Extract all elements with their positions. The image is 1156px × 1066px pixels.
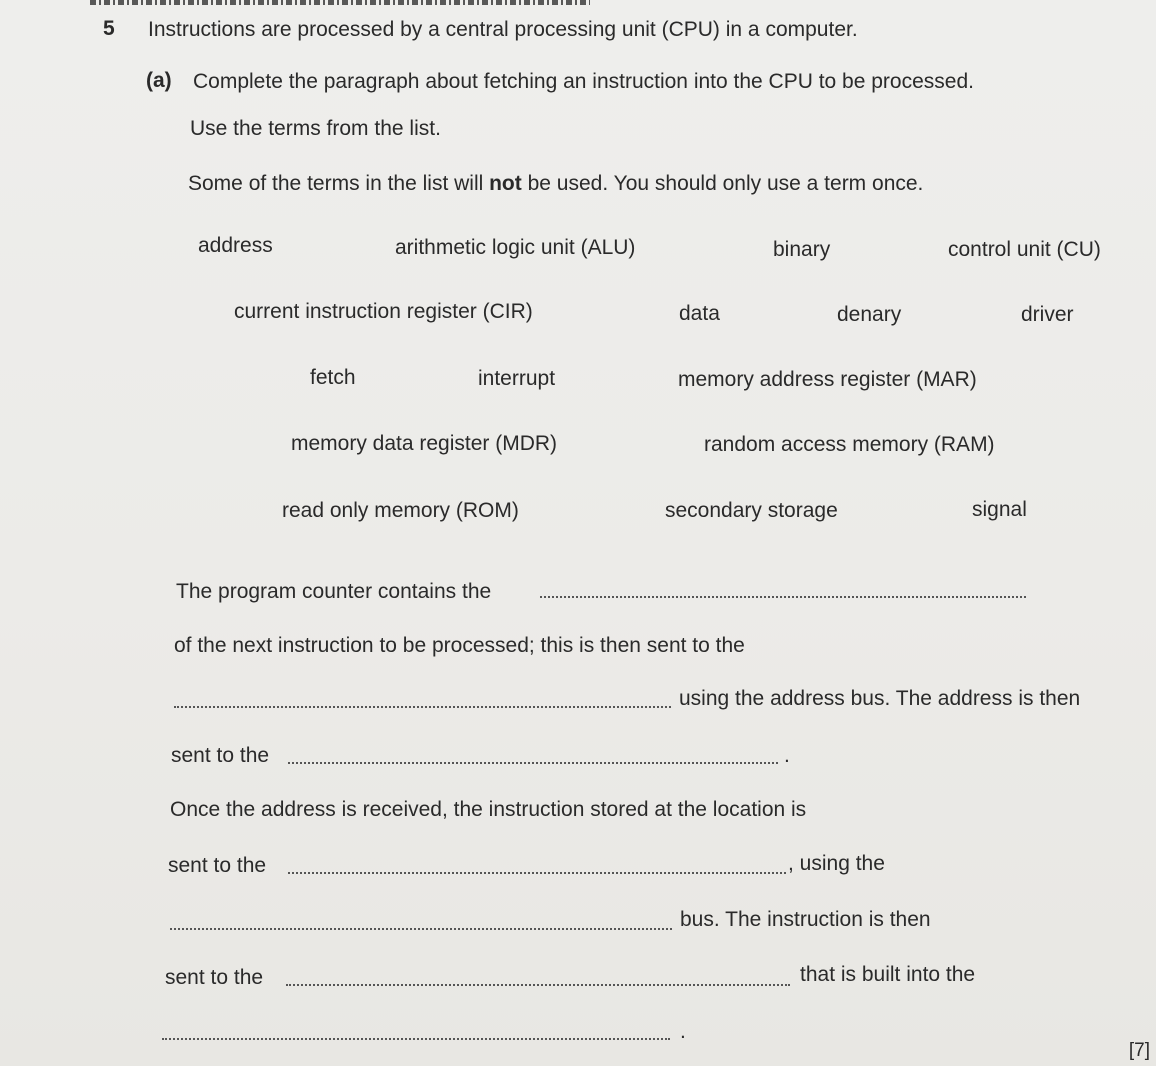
answer-blank-7[interactable] bbox=[162, 1038, 670, 1040]
term-item: memory address register (MAR) bbox=[678, 368, 977, 391]
term-item: driver bbox=[1021, 303, 1074, 326]
paragraph-line-8: sent to the bbox=[165, 966, 264, 989]
paragraph-line-2: of the next instruction to be processed; this is then sent to the bbox=[174, 634, 745, 657]
paragraph-line-6: sent to the bbox=[168, 854, 267, 877]
answer-blank-5[interactable] bbox=[170, 928, 672, 930]
paragraph-line-6-end: , using the bbox=[788, 852, 885, 875]
question-number: 5 bbox=[103, 17, 115, 40]
answer-blank-6[interactable] bbox=[286, 984, 790, 986]
term-item: signal bbox=[972, 498, 1027, 521]
term-item: fetch bbox=[310, 366, 356, 389]
term-item: denary bbox=[837, 303, 902, 326]
answer-blank-2[interactable] bbox=[174, 706, 671, 708]
instruction-text-end: be used. You should only use a term once. bbox=[521, 172, 924, 195]
term-item: arithmetic logic unit (ALU) bbox=[395, 236, 636, 259]
term-item: read only memory (ROM) bbox=[282, 499, 519, 522]
paragraph-line-8-end: that is built into the bbox=[800, 963, 976, 986]
answer-blank-1[interactable] bbox=[540, 596, 1026, 598]
paragraph-line-1: The program counter contains the bbox=[176, 580, 492, 603]
page-header-strip bbox=[90, 0, 590, 5]
term-item: secondary storage bbox=[665, 499, 838, 522]
term-item: address bbox=[198, 234, 273, 257]
marks-indicator: [7] bbox=[1128, 1040, 1150, 1061]
answer-blank-3[interactable] bbox=[288, 762, 778, 764]
paragraph-line-4: sent to the bbox=[171, 744, 270, 767]
term-item: interrupt bbox=[478, 367, 556, 390]
term-item: binary bbox=[773, 238, 831, 261]
term-item: current instruction register (CIR) bbox=[234, 300, 533, 323]
paragraph-line-7: bus. The instruction is then bbox=[680, 908, 931, 931]
paragraph-line-4-end: . bbox=[784, 744, 790, 767]
instruction-some-terms bbox=[188, 172, 923, 196]
instruction-use-terms: Use the terms from the list. bbox=[190, 117, 441, 140]
part-text: Complete the paragraph about fetching an instruction into the CPU to be processed. bbox=[193, 70, 974, 93]
paragraph-line-5: Once the address is received, the instruction stored at the location is bbox=[170, 798, 807, 821]
term-item: memory data register (MDR) bbox=[291, 432, 558, 455]
term-item: control unit (CU) bbox=[948, 238, 1101, 261]
instruction-text-start: Some of the terms in the list will bbox=[188, 172, 490, 195]
instruction-emphasis: not bbox=[489, 172, 522, 195]
paragraph-line-9-end: . bbox=[680, 1020, 686, 1043]
question-stem: Instructions are processed by a central processing unit (CPU) in a computer. bbox=[148, 18, 858, 41]
part-label: (a) bbox=[146, 69, 172, 92]
term-item: random access memory (RAM) bbox=[704, 433, 995, 456]
term-item: data bbox=[679, 302, 720, 325]
paragraph-line-3: using the address bus. The address is then bbox=[679, 687, 1081, 710]
answer-blank-4[interactable] bbox=[288, 872, 786, 874]
